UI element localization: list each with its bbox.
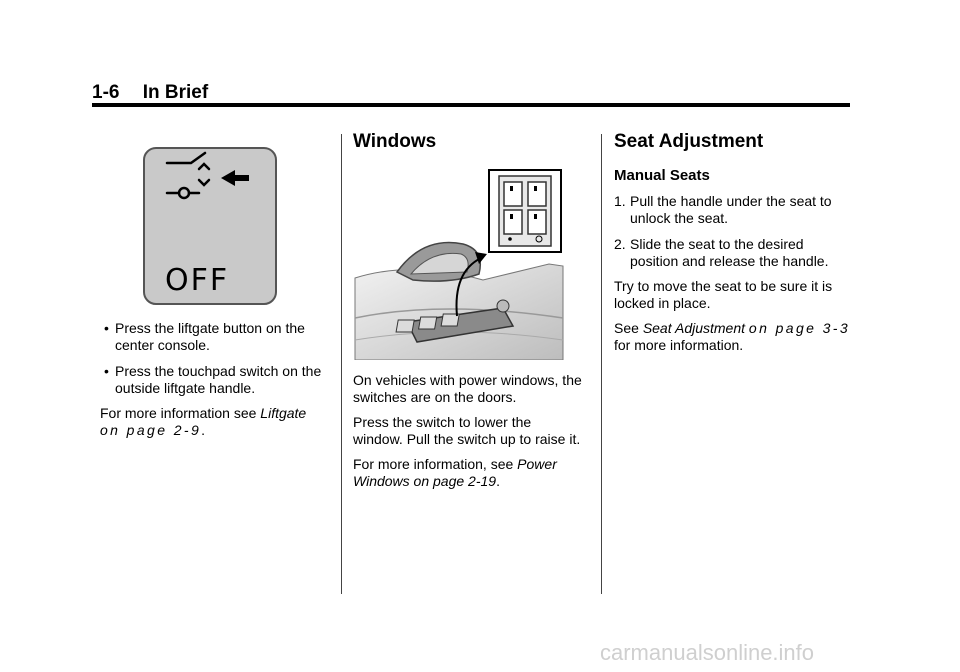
liftgate-column xyxy=(100,130,332,439)
section-title: In Brief xyxy=(142,82,209,103)
step-item xyxy=(614,236,854,270)
windows-column xyxy=(353,130,583,490)
column-separator-1 xyxy=(341,134,342,594)
seat-adjustment-link[interactable]: Seat Adjustment xyxy=(642,320,746,336)
door-handle xyxy=(397,243,480,282)
liftgate-button-illustration xyxy=(143,147,277,305)
watermark: carmanualsonline.info xyxy=(600,640,815,665)
bullet-text: Press the touchpad switch on the outside liftgate handle. xyxy=(115,363,322,396)
column-separator-2 xyxy=(601,134,602,594)
more-info-suffix: . xyxy=(201,422,206,438)
windows-paragraph-2: Press the switch to lower the window. Pull the switch up to raise it. xyxy=(353,414,581,447)
step-text: Pull the handle under the seat to unlock the seat. xyxy=(630,193,832,226)
section-number: 1-6 xyxy=(92,82,120,103)
bullet-icon: • xyxy=(104,363,109,379)
step-text: Slide the seat to the desired position and release the handle. xyxy=(630,236,829,269)
more-info-prefix: For more information, see xyxy=(353,456,518,472)
windows-more-info xyxy=(353,456,583,490)
more-info-paragraph xyxy=(100,405,332,439)
seat-adjustment-heading: Seat Adjustment xyxy=(614,131,764,152)
step-number: 2. xyxy=(614,236,626,252)
figure-display-text: OFF xyxy=(165,263,230,298)
bullet-item xyxy=(100,320,332,354)
switch-closeup-inset xyxy=(489,170,561,252)
windows-heading: Windows xyxy=(353,131,437,152)
manual-seats-subheading: Manual Seats xyxy=(614,167,710,184)
power-window-switch-illustration xyxy=(353,168,565,360)
seat-page-ref[interactable]: on page 3-3 xyxy=(748,320,851,336)
seat-adjustment-column xyxy=(614,130,854,354)
more-info-suffix: . xyxy=(496,473,500,489)
more-info-prefix: For more information see xyxy=(100,405,261,421)
header-rule xyxy=(92,103,850,107)
see-prefix: See xyxy=(614,320,643,336)
step-number: 1. xyxy=(614,193,626,209)
seat-see-paragraph xyxy=(614,320,854,354)
bullet-item xyxy=(100,363,332,397)
page-header xyxy=(92,82,208,104)
power-windows-link[interactable]: Power Windows on page 2-19 xyxy=(353,456,557,489)
liftgate-link[interactable]: Liftgate xyxy=(260,405,307,421)
windows-paragraph-1: On vehicles with power windows, the switches are on the doors. xyxy=(353,372,582,405)
bullet-text: Press the liftgate button on the center console. xyxy=(115,320,305,353)
step-item xyxy=(614,193,854,227)
bullet-icon: • xyxy=(104,320,109,336)
liftgate-page-ref[interactable]: on page 2-9 xyxy=(100,422,202,438)
seat-paragraph-1: Try to move the seat to be sure it is locked in place. xyxy=(614,278,833,311)
see-suffix: for more information. xyxy=(614,337,744,353)
